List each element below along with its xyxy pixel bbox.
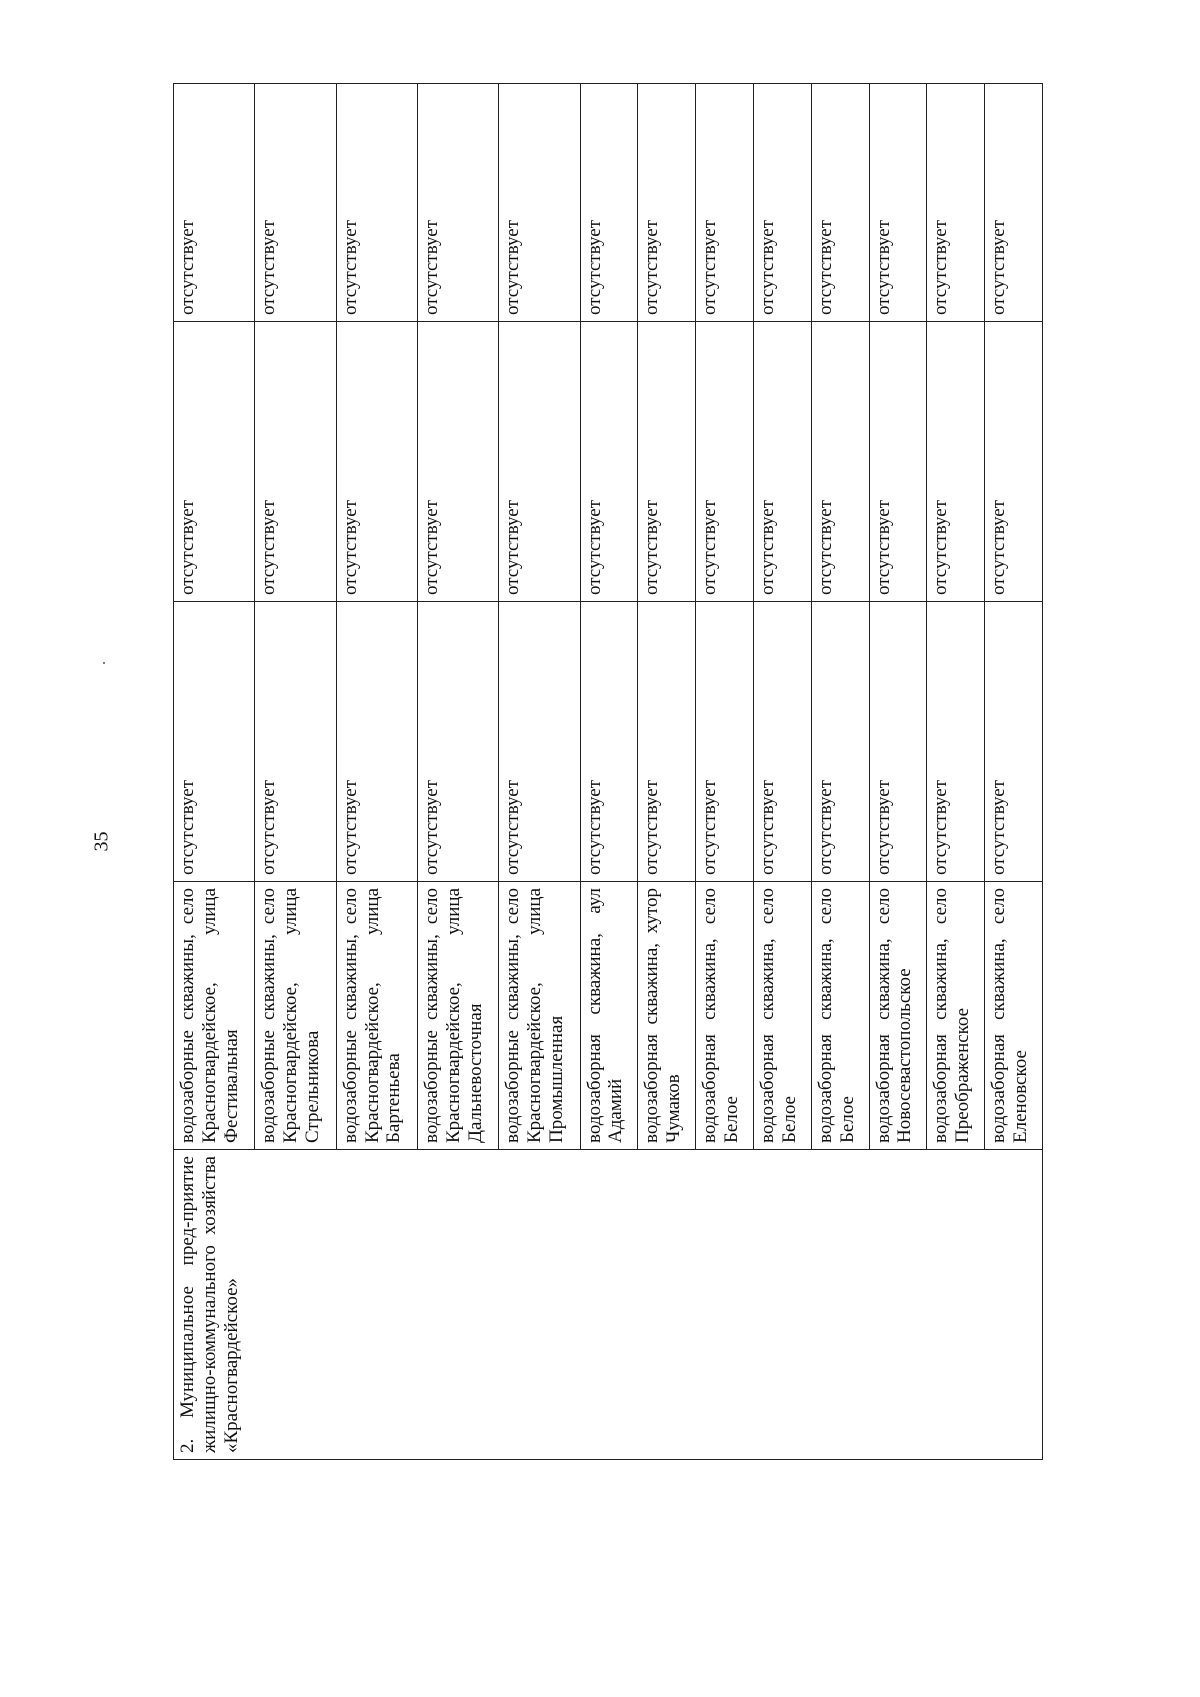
value-cell: отсутствует [638,84,696,322]
value-cell: отсутствует [255,84,336,322]
value-cell: отсутствует [811,84,869,322]
value-cell: отсутствует [499,84,580,322]
value-cell: отсутствует [580,84,638,322]
table-row [174,84,255,1460]
table-body [174,84,1043,1460]
value-cell: отсутствует [927,602,985,882]
object-cell: водозаборные скважины, село Красногвардейское, улица Фестивальная [174,882,255,1150]
object-cell: водозаборная скважина, село Новосевастопольское [869,882,927,1150]
value-cell: отсутствует [580,322,638,602]
value-cell: отсутствует [753,602,811,882]
value-cell: отсутствует [336,322,417,602]
value-cell: отсутствует [869,602,927,882]
value-cell: отсутствует [927,84,985,322]
value-cell: отсутствует [255,602,336,882]
object-cell: водозаборные скважины, село Красногвардейское, улица Бартеньева [336,882,417,1150]
value-cell: отсутствует [255,322,336,602]
value-cell: отсутствует [336,84,417,322]
object-cell: водозаборные скважины, село Красногвардейское, улица Дальневосточная [417,882,498,1150]
object-cell: водозаборная скважина, село Преображенское [927,882,985,1150]
value-cell: отсутствует [638,602,696,882]
object-cell: водозаборные скважины, село Красногвардейское, улица Стрельникова [255,882,336,1150]
value-cell: отсутствует [811,602,869,882]
object-cell: водозаборная скважина, село Еленовское [985,882,1043,1150]
object-cell: водозаборная скважина, аул Адамий [580,882,638,1150]
value-cell: отсутствует [499,602,580,882]
object-cell: водозаборная скважина, село Белое [811,882,869,1150]
value-cell: отсутствует [753,84,811,322]
value-cell: отсутствует [417,322,498,602]
value-cell: отсутствует [869,322,927,602]
value-cell: отсутствует [638,322,696,602]
value-cell: отсутствует [811,322,869,602]
value-cell: отсутствует [499,322,580,602]
object-cell: водозаборная скважина, село Белое [696,882,754,1150]
object-cell: водозаборные скважины, село Красногвардейское, улица Промышленная [499,882,580,1150]
value-cell: отсутствует [174,602,255,882]
value-cell: отсутствует [753,322,811,602]
scan-speck [103,662,105,664]
value-cell: отсутствует [336,602,417,882]
value-cell: отсутствует [869,84,927,322]
water-intake-table [173,83,1043,1460]
value-cell: отсутствует [580,602,638,882]
value-cell: отсутствует [696,602,754,882]
object-cell: водозаборная скважина, село Белое [753,882,811,1150]
value-cell: отсутствует [985,84,1043,322]
object-cell: водозаборная скважина, хутор Чумаков [638,882,696,1150]
value-cell: отсутствует [417,84,498,322]
value-cell: отсутствует [174,322,255,602]
value-cell: отсутствует [927,322,985,602]
rotated-table-container [173,84,1043,1460]
value-cell: отсутствует [696,84,754,322]
page-number: 35 [90,831,113,852]
value-cell: отсутствует [174,84,255,322]
value-cell: отсутствует [417,602,498,882]
organization-cell: 2. Муниципальное пред-приятие жилищно-коммунального хозяйства «Красногвардейское» [174,1150,1043,1460]
value-cell: отсутствует [696,322,754,602]
value-cell: отсутствует [985,322,1043,602]
value-cell: отсутствует [985,602,1043,882]
